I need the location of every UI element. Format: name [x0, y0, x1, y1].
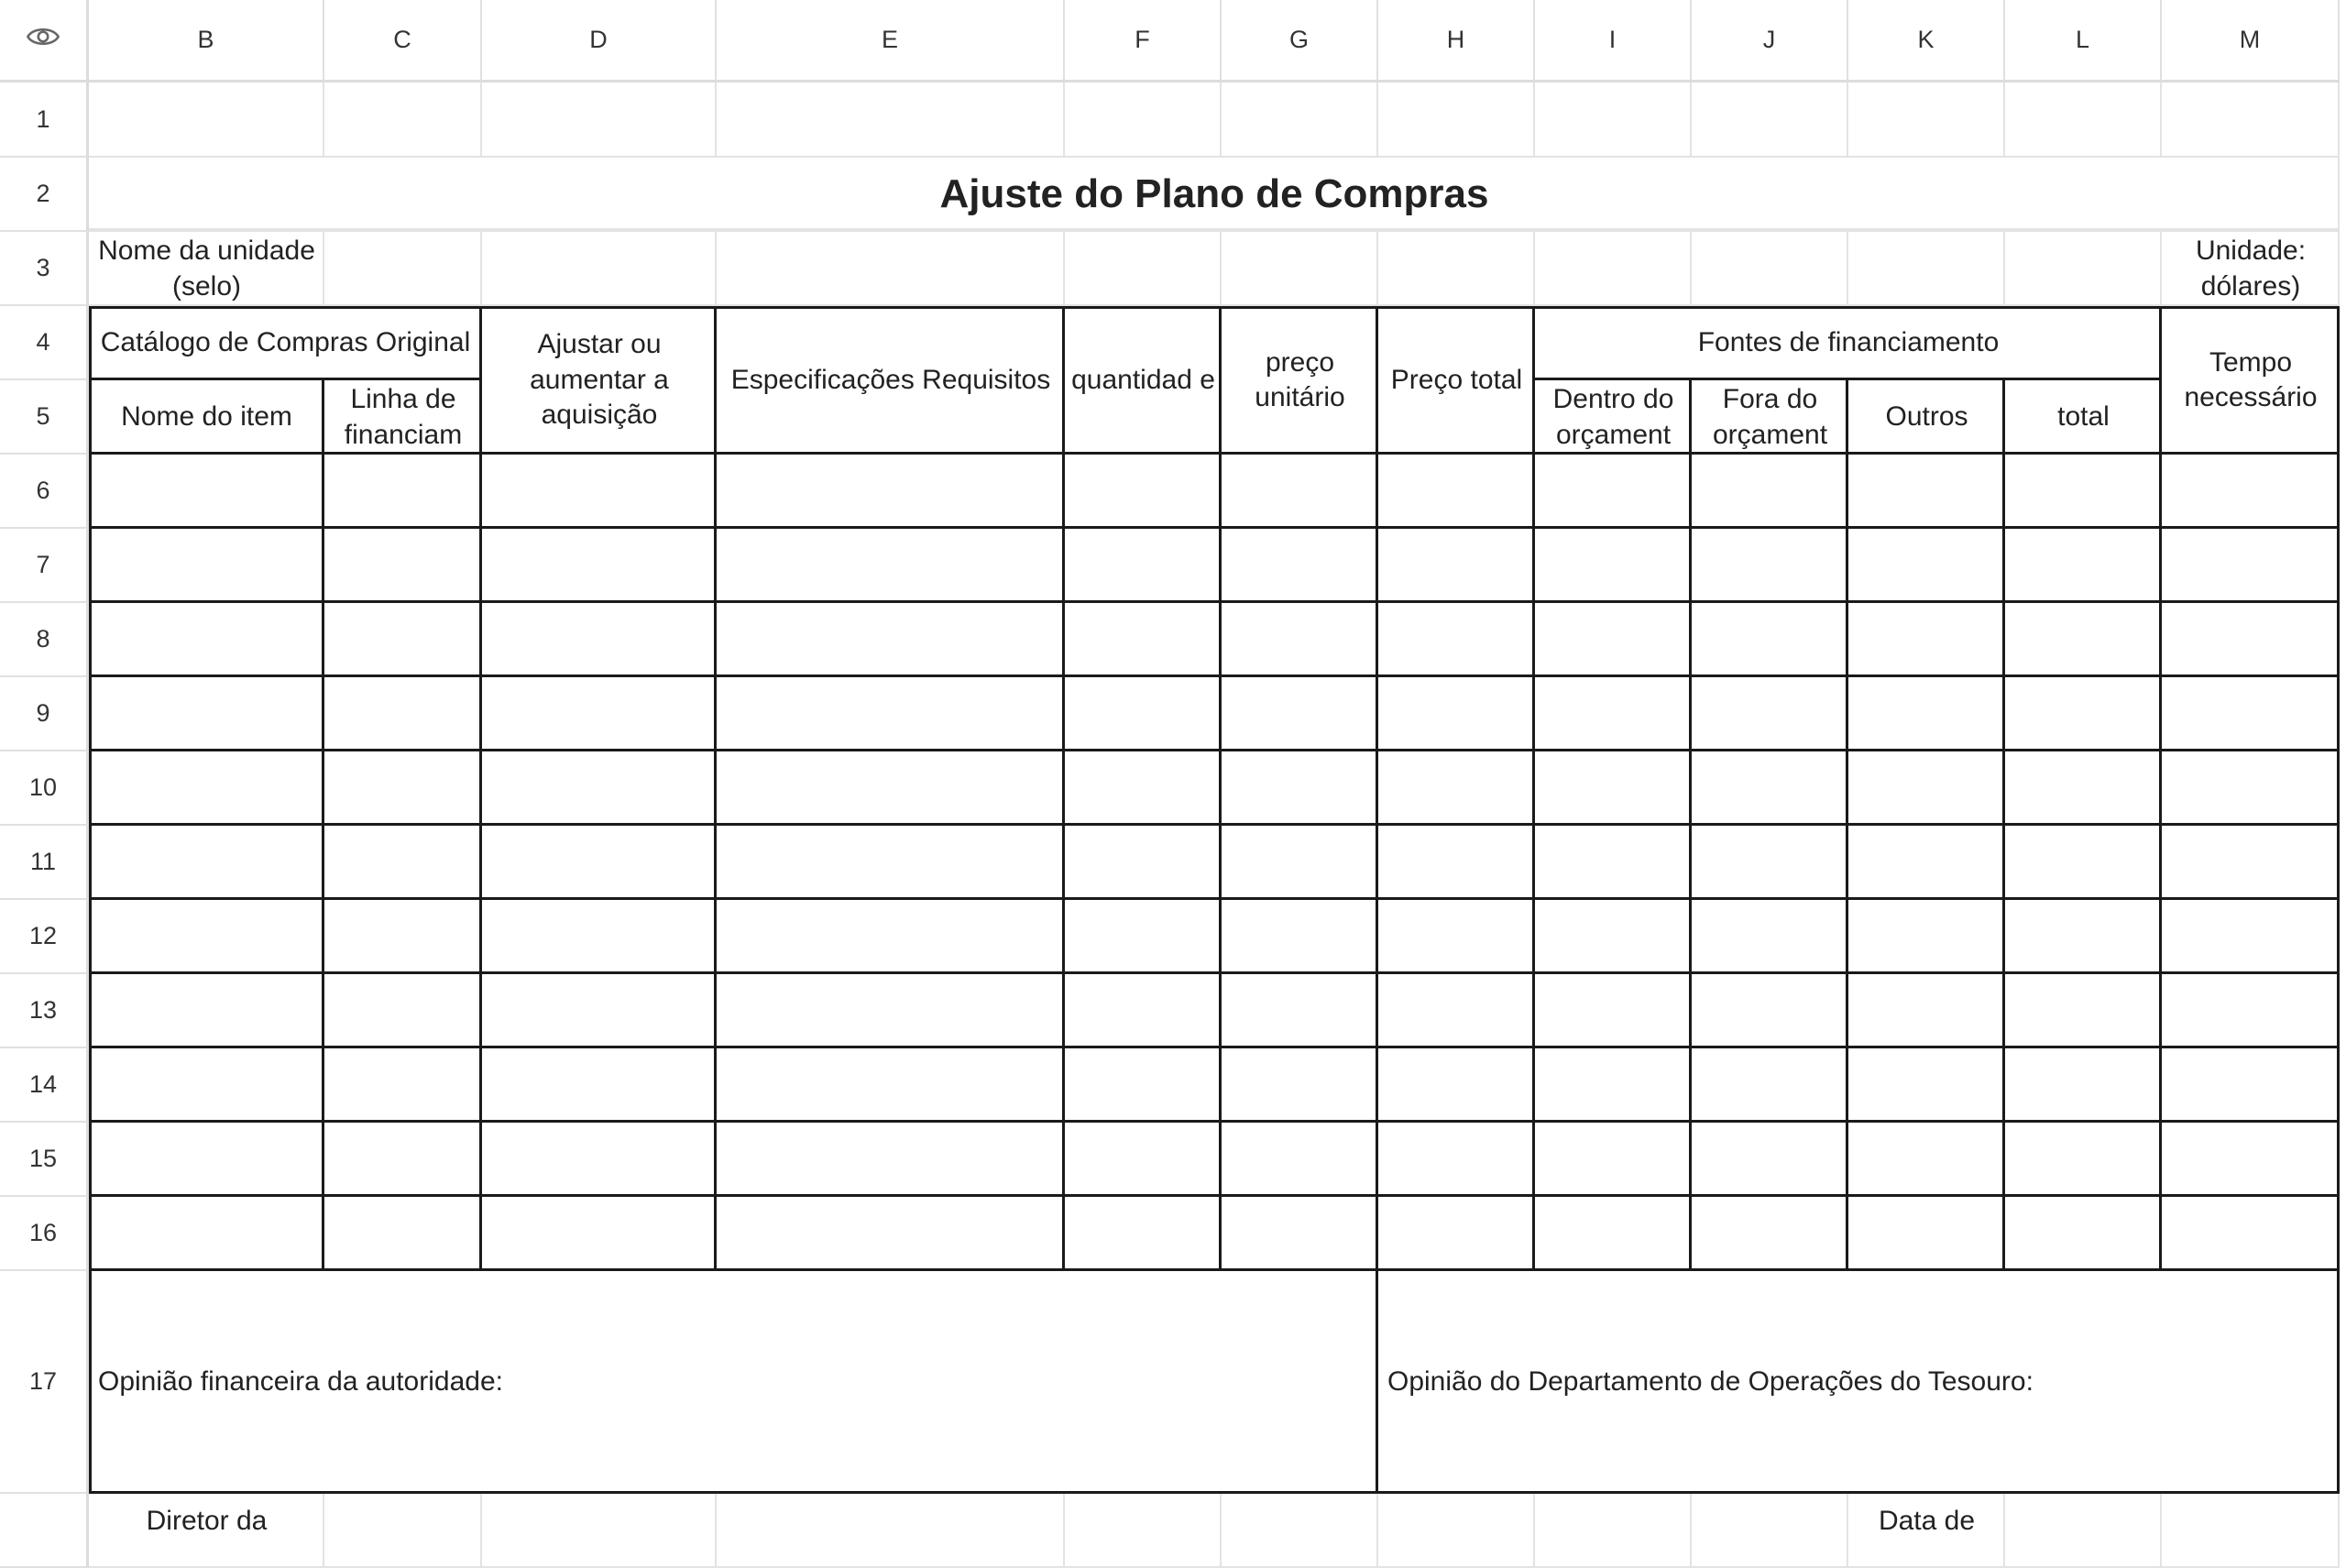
grid-cell[interactable] — [1848, 82, 2005, 158]
grid-cell[interactable] — [2005, 1123, 2162, 1197]
unit-name-label: Nome da unidade (selo) — [98, 236, 315, 302]
grid-cell[interactable] — [89, 677, 324, 751]
column-header[interactable]: E — [717, 0, 1065, 82]
adjust-increase-label: Ajustar ou aumentar a aquisição — [530, 329, 669, 431]
grid-cell[interactable] — [1065, 1048, 1222, 1123]
grid-cell[interactable] — [1065, 232, 1222, 306]
row-header[interactable]: 10 — [0, 751, 89, 826]
grid-cell[interactable] — [1378, 603, 1535, 677]
grid-cell[interactable] — [89, 1197, 324, 1271]
grid-cell[interactable] — [1378, 974, 1535, 1048]
grid-cell[interactable] — [717, 974, 1065, 1048]
column-header[interactable]: F — [1065, 0, 1222, 82]
funding-sources-label: Fontes de financiamento — [1697, 327, 2000, 358]
column-header[interactable]: J — [1692, 0, 1848, 82]
grid-cell[interactable] — [1222, 232, 1378, 306]
grid-cell[interactable] — [2162, 529, 2340, 603]
grid-cell[interactable] — [717, 1123, 1065, 1197]
grid-cell[interactable] — [1535, 455, 1692, 529]
grid-cell[interactable] — [1065, 603, 1222, 677]
grid-cell[interactable] — [2005, 900, 2162, 974]
grid-cell[interactable] — [2005, 1494, 2162, 1568]
grid-cell[interactable] — [2162, 603, 2340, 677]
row-header[interactable]: 9 — [0, 677, 89, 751]
grid-cell[interactable] — [324, 1123, 482, 1197]
grid-cell[interactable] — [1535, 232, 1692, 306]
grid-cell[interactable] — [717, 603, 1065, 677]
treasury-opinion-label: Opinião do Departamento de Operações do Tesouro: — [1387, 1366, 2034, 1398]
grid-cell[interactable] — [1848, 900, 2005, 974]
grid-cell[interactable] — [1692, 1123, 1848, 1197]
grid-cell[interactable] — [2005, 1197, 2162, 1271]
grid-cell[interactable] — [2162, 751, 2340, 826]
column-header[interactable]: B — [89, 0, 324, 82]
grid-cell[interactable] — [1065, 1123, 1222, 1197]
grid-cell[interactable] — [2162, 1123, 2340, 1197]
grid-cell[interactable] — [1222, 900, 1378, 974]
row-header[interactable]: 7 — [0, 529, 89, 603]
grid-cell[interactable] — [1535, 751, 1692, 826]
column-header[interactable]: K — [1848, 0, 2005, 82]
grid-cell[interactable] — [1222, 82, 1378, 158]
grid-cell[interactable] — [2005, 529, 2162, 603]
grid-cell[interactable] — [89, 900, 324, 974]
grid-cell[interactable] — [1222, 603, 1378, 677]
grid-cell[interactable] — [1692, 529, 1848, 603]
grid-cell[interactable] — [1535, 900, 1692, 974]
outside-budget-label: Fora do orçament — [1712, 384, 1828, 450]
grid-cell[interactable] — [1535, 82, 1692, 158]
grid-cell[interactable] — [1535, 1123, 1692, 1197]
row-header[interactable]: 4 — [0, 306, 89, 380]
within-budget-label: Dentro do orçament — [1552, 384, 1674, 450]
grid-cell[interactable] — [1848, 974, 2005, 1048]
grid-cell[interactable] — [2162, 826, 2340, 900]
grid-cell[interactable] — [1065, 455, 1222, 529]
unit-price-label: preço unitário — [1255, 346, 1345, 412]
grid-cell[interactable] — [717, 82, 1065, 158]
grid-cell[interactable] — [1378, 82, 1535, 158]
grid-cell[interactable] — [1378, 1123, 1535, 1197]
grid-cell[interactable] — [2162, 900, 2340, 974]
grid-cell[interactable] — [324, 529, 482, 603]
grid-cell[interactable] — [2005, 751, 2162, 826]
row-header[interactable]: 5 — [0, 380, 89, 455]
total-label: total — [2057, 401, 2110, 433]
grid-cell[interactable] — [2162, 455, 2340, 529]
row-header[interactable]: 2 — [0, 158, 89, 232]
grid-cell[interactable] — [1692, 603, 1848, 677]
grid-cell[interactable] — [1065, 974, 1222, 1048]
grid-cell[interactable] — [482, 529, 717, 603]
grid-cell[interactable] — [1065, 751, 1222, 826]
grid-cell[interactable] — [2005, 826, 2162, 900]
grid-cell[interactable] — [1692, 974, 1848, 1048]
row-header[interactable]: 13 — [0, 974, 89, 1048]
grid-cell[interactable] — [2162, 1197, 2340, 1271]
grid-cell[interactable] — [1848, 826, 2005, 900]
original-catalog-label: Catálogo de Compras Original — [100, 327, 471, 358]
grid-cell[interactable] — [717, 1048, 1065, 1123]
grid-cell[interactable] — [2162, 677, 2340, 751]
grid-cell[interactable] — [482, 826, 717, 900]
grid-cell[interactable] — [2162, 82, 2340, 158]
grid-cell[interactable] — [1535, 974, 1692, 1048]
row-header[interactable]: 17 — [0, 1271, 89, 1494]
grid-cell[interactable] — [89, 974, 324, 1048]
grid-cell[interactable] — [324, 232, 482, 306]
grid-cell[interactable] — [1222, 974, 1378, 1048]
grid-cell[interactable] — [1535, 1197, 1692, 1271]
row-header[interactable]: 15 — [0, 1123, 89, 1197]
grid-cell[interactable] — [1378, 232, 1535, 306]
grid-cell[interactable] — [2162, 1494, 2340, 1568]
grid-cell[interactable] — [1692, 232, 1848, 306]
grid-cell[interactable] — [89, 603, 324, 677]
grid-cell[interactable] — [717, 232, 1065, 306]
grid-cell[interactable] — [2005, 232, 2162, 306]
grid-cell[interactable] — [1065, 677, 1222, 751]
grid-cell[interactable] — [482, 1197, 717, 1271]
grid-cell[interactable] — [717, 826, 1065, 900]
grid-cell[interactable] — [1692, 677, 1848, 751]
grid-cell[interactable] — [1378, 1494, 1535, 1568]
grid-cell[interactable] — [717, 751, 1065, 826]
grid-cell[interactable] — [1222, 1048, 1378, 1123]
grid-cell[interactable] — [482, 974, 717, 1048]
grid-cell[interactable] — [324, 974, 482, 1048]
column-header[interactable]: D — [482, 0, 717, 82]
grid-cell[interactable] — [1535, 1494, 1692, 1568]
row-header[interactable]: 6 — [0, 455, 89, 529]
grid-cell[interactable] — [1535, 603, 1692, 677]
time-required-label: Tempo necessário — [2184, 346, 2318, 412]
grid-cell[interactable] — [482, 232, 717, 306]
others-label: Outros — [1885, 401, 1968, 433]
grid-cell[interactable] — [1378, 677, 1535, 751]
grid-cell[interactable] — [1848, 677, 2005, 751]
grid-cell[interactable] — [717, 900, 1065, 974]
grid-cell[interactable] — [1222, 1123, 1378, 1197]
grid-cell[interactable] — [1535, 529, 1692, 603]
grid-cell[interactable] — [482, 603, 717, 677]
grid-cell[interactable] — [482, 1123, 717, 1197]
grid-cell[interactable] — [89, 826, 324, 900]
grid-cell[interactable] — [1222, 751, 1378, 826]
grid-cell[interactable] — [717, 455, 1065, 529]
grid-cell[interactable] — [324, 82, 482, 158]
column-header[interactable]: C — [324, 0, 482, 82]
row-header[interactable]: 1 — [0, 82, 89, 158]
grid-cell[interactable] — [1065, 900, 1222, 974]
grid-cell[interactable] — [1065, 529, 1222, 603]
grid-cell[interactable] — [2005, 974, 2162, 1048]
grid-cell[interactable] — [717, 1494, 1065, 1568]
grid-cell[interactable] — [2162, 1048, 2340, 1123]
grid-cell[interactable] — [2162, 974, 2340, 1048]
grid-cell[interactable] — [89, 529, 324, 603]
grid-cell[interactable] — [1692, 751, 1848, 826]
row-header[interactable]: 3 — [0, 232, 89, 306]
grid-cell[interactable] — [324, 455, 482, 529]
grid-cell[interactable] — [1378, 455, 1535, 529]
row-header[interactable]: 12 — [0, 900, 89, 974]
grid-cell[interactable] — [1692, 1494, 1848, 1568]
grid-cell[interactable] — [2005, 603, 2162, 677]
grid-cell[interactable] — [1378, 900, 1535, 974]
item-name-label: Nome do item — [121, 401, 292, 433]
grid-cell[interactable] — [89, 455, 324, 529]
grid-cell[interactable] — [717, 677, 1065, 751]
grid-cell[interactable] — [1848, 455, 2005, 529]
grid-cell[interactable] — [1065, 826, 1222, 900]
grid-cell[interactable] — [1535, 1048, 1692, 1123]
grid-cell[interactable] — [1848, 751, 2005, 826]
grid-cell[interactable] — [482, 677, 717, 751]
grid-cell[interactable] — [1848, 1197, 2005, 1271]
row-header[interactable] — [0, 1494, 89, 1568]
grid-cell[interactable] — [1378, 826, 1535, 900]
grid-cell[interactable] — [1692, 900, 1848, 974]
grid-cell[interactable] — [1378, 1048, 1535, 1123]
financial-opinion-label: Opinião financeira da autoridade: — [98, 1366, 503, 1398]
grid-cell[interactable] — [89, 751, 324, 826]
grid-cell[interactable] — [2005, 82, 2162, 158]
grid-cell[interactable] — [482, 1494, 717, 1568]
currency-unit-label: Unidade: dólares) — [2195, 236, 2307, 302]
column-header[interactable]: G — [1222, 0, 1378, 82]
date-label: Data de — [1878, 1505, 1976, 1536]
row-header[interactable]: 16 — [0, 1197, 89, 1271]
specifications-label: Especificações Requisitos — [730, 364, 1051, 395]
grid-cell[interactable] — [1692, 1197, 1848, 1271]
grid-cell[interactable] — [324, 1197, 482, 1271]
grid-cell[interactable] — [324, 1494, 482, 1568]
grid-cell[interactable] — [1378, 1197, 1535, 1271]
row-header[interactable]: 14 — [0, 1048, 89, 1123]
grid-cell[interactable] — [324, 1048, 482, 1123]
grid-cell[interactable] — [482, 900, 717, 974]
grid-cell[interactable] — [1848, 529, 2005, 603]
column-header[interactable]: L — [2005, 0, 2162, 82]
grid-cell[interactable] — [2005, 677, 2162, 751]
grid-cell[interactable] — [1222, 455, 1378, 529]
grid-cell[interactable] — [1222, 1197, 1378, 1271]
grid-cell[interactable] — [1222, 826, 1378, 900]
grid-cell[interactable] — [324, 677, 482, 751]
grid-cell[interactable] — [1848, 232, 2005, 306]
column-header[interactable]: I — [1535, 0, 1692, 82]
grid-cell[interactable] — [1692, 826, 1848, 900]
grid-cell[interactable] — [1065, 1197, 1222, 1271]
grid-cell[interactable] — [1222, 529, 1378, 603]
grid-cell[interactable] — [1692, 1048, 1848, 1123]
grid-cell[interactable] — [1692, 455, 1848, 529]
grid-cell[interactable] — [2005, 1048, 2162, 1123]
grid-cell[interactable] — [89, 1123, 324, 1197]
grid-cell[interactable] — [1535, 826, 1692, 900]
grid-cell[interactable] — [324, 603, 482, 677]
select-all-corner[interactable] — [0, 0, 89, 82]
column-header[interactable]: M — [2162, 0, 2340, 82]
grid-cell[interactable] — [1535, 677, 1692, 751]
grid-cell[interactable] — [482, 82, 717, 158]
form-title: Ajuste do Plano de Compras — [939, 171, 1489, 217]
grid-cell[interactable] — [1378, 529, 1535, 603]
grid-cell[interactable] — [1692, 82, 1848, 158]
grid-cell[interactable] — [482, 455, 717, 529]
grid-cell[interactable] — [482, 1048, 717, 1123]
grid-cell[interactable] — [717, 529, 1065, 603]
grid-cell[interactable] — [1848, 1048, 2005, 1123]
grid-cell[interactable] — [324, 826, 482, 900]
grid-cell[interactable] — [324, 900, 482, 974]
grid-cell[interactable] — [1378, 751, 1535, 826]
grid-cell[interactable] — [89, 1048, 324, 1123]
eye-icon[interactable] — [26, 19, 60, 60]
grid-cell[interactable] — [1848, 1123, 2005, 1197]
grid-cell[interactable] — [1222, 677, 1378, 751]
director-label: Diretor da — [146, 1505, 268, 1536]
grid-cell[interactable] — [324, 751, 482, 826]
total-price-label: Preço total — [1390, 364, 1523, 395]
grid-cell[interactable] — [1848, 603, 2005, 677]
grid-cell[interactable] — [89, 82, 324, 158]
grid-cell[interactable] — [1065, 1494, 1222, 1568]
grid-cell[interactable] — [2005, 455, 2162, 529]
row-header[interactable]: 11 — [0, 826, 89, 900]
funding-line-label: Linha de financiam — [344, 384, 463, 450]
grid-cell[interactable] — [1222, 1494, 1378, 1568]
quantity-label: quantidad e — [1071, 364, 1215, 395]
column-header[interactable]: H — [1378, 0, 1535, 82]
grid-cell[interactable] — [482, 751, 717, 826]
row-header[interactable]: 8 — [0, 603, 89, 677]
grid-cell[interactable] — [1065, 82, 1222, 158]
grid-cell[interactable] — [717, 1197, 1065, 1271]
